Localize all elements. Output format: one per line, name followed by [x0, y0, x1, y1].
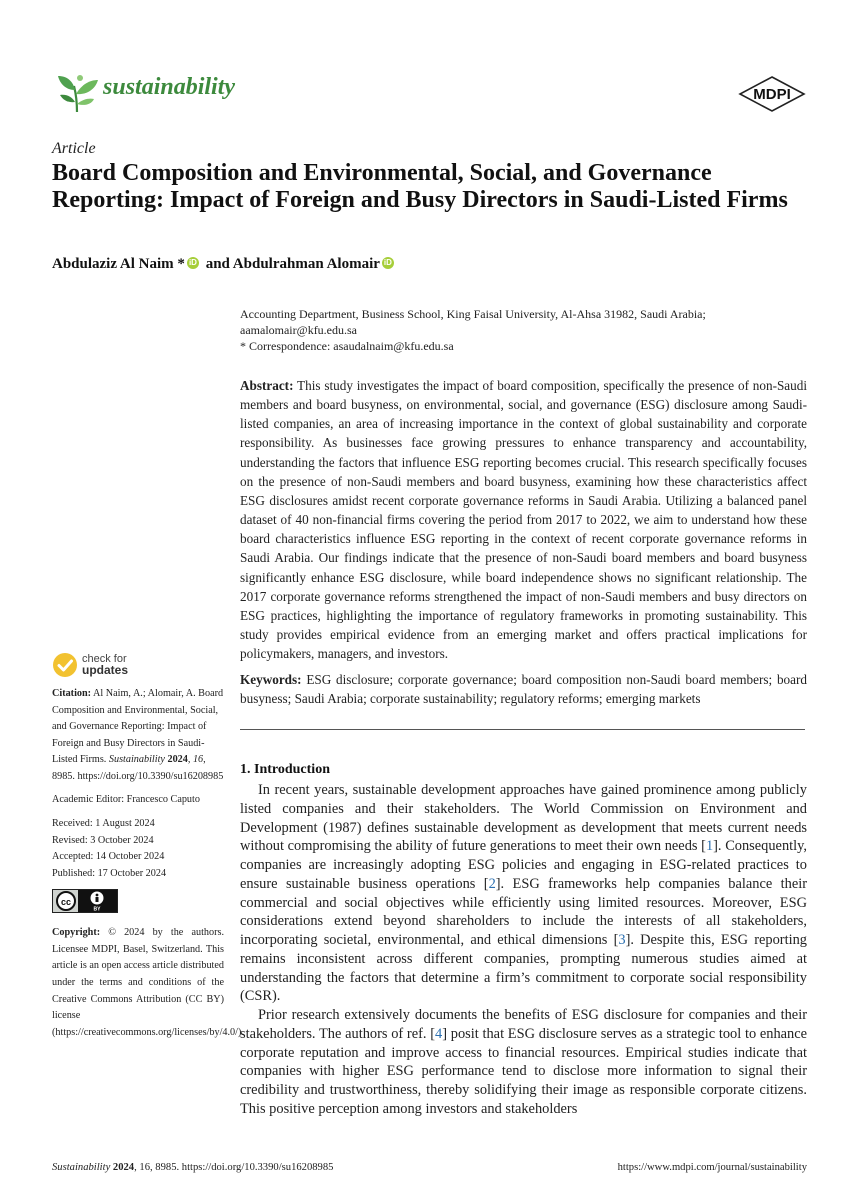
- text-run: ]. Despite this, ESG reporting remains inconsistent across different companies, prompting numerous studies aimed at understanding the factors that determine a firm’s commitment to corporate social responsibility (CSR).: [240, 932, 807, 1005]
- citation-volume: , 16: [187, 754, 204, 766]
- intro-paragraph-1: [240, 781, 807, 1006]
- mdpi-logo-icon: [738, 76, 806, 112]
- publication-dates: [52, 816, 224, 882]
- publisher-name: MDPI: [753, 86, 791, 103]
- svg-text:cc: cc: [60, 896, 72, 907]
- check-for-updates-badge[interactable]: [52, 652, 162, 688]
- introduction-body: [240, 781, 807, 1119]
- check-updates-icon: [52, 652, 78, 678]
- academic-editor: Academic Editor: Francesco Caputo: [52, 793, 200, 805]
- author-1[interactable]: Abdulaziz Al Naim *: [52, 256, 185, 272]
- footer-year: 2024: [110, 1162, 135, 1173]
- text-run: ] posit that ESG disclosure serves as a strategic tool to enhance corporate reputation and improve access to financial resources. Empirical studies indicate that companies with higher ESG performance tend to disclose more information to signal their credibility and trustworthiness, thereby solidifying their image as responsible corporate citizens. This positive perception among investors and stakeholders: [240, 1025, 808, 1117]
- author-list: [52, 256, 397, 273]
- orcid-icon[interactable]: iD: [383, 258, 392, 267]
- section-divider: [240, 729, 805, 730]
- check-line-1: check for: [82, 653, 127, 665]
- keywords: [240, 670, 807, 708]
- abstract-label: Abstract:: [240, 378, 294, 393]
- author-2[interactable]: Abdulrahman Alomair: [232, 256, 380, 272]
- citation-year: 2024: [164, 754, 188, 766]
- sustainability-leaf-logo-icon: [52, 66, 102, 116]
- citation-doi[interactable]: , 8985. https://doi.org/10.3390/su16208985: [52, 754, 224, 782]
- article-type: Article: [52, 140, 96, 157]
- footer-doi[interactable]: , 16, 8985. https://doi.org/10.3390/su16208985: [134, 1162, 334, 1173]
- citation-ref-2[interactable]: 2: [488, 875, 496, 892]
- date-revised: Revised: 3 October 2024: [52, 834, 154, 846]
- footer-journal-url[interactable]: https://www.mdpi.com/journal/sustainability: [617, 1162, 807, 1173]
- cc-by-license-icon[interactable]: [52, 889, 118, 913]
- citation-ref-3[interactable]: 3: [618, 932, 626, 948]
- copyright-label: Copyright:: [52, 927, 101, 939]
- citation-text: Al Naim, A.; Alomair, A. Board Composition and Environmental, Social, and Governance Reporting: Impact of Foreign and Busy Directors in Saudi-Listed Firms.: [52, 688, 224, 766]
- correspondence: * Correspondence: asaudalnaim@kfu.edu.sa: [240, 339, 454, 353]
- abstract-text: This study investigates the impact of board composition, specifically the presence of non-Saudi members and board busyness, on environmental, social, and governance (ESG) disclosure among Saudi-listed companies, an area of increasing importance in the context of global sustainability and corporate responsibility. As businesses face growing pressures to enhance transparency and accountability, understanding the factors that influence ESG reporting becomes crucial. This research specifically focuses on the presence of non-Saudi members and board busyness, examining how these characteristics affect ESG disclosures amidst recent corporate governance reforms in Saudi Arabia. Utilizing a balanced panel dataset of 40 non-financial firms covering the period from 2017 to 2022, we aim to understand how these board characteristics influence ESG reporting in the context of recent corporate governance reforms in Saudi Arabia. Our findings indicate that the presence of non-Saudi board members and board busyness significantly enhance ESG disclosure, while board independence shows no significant relationship. The 2017 corporate governance reforms strengthened the impact of non-Saudi members and busy directors on ESG practices, highlighting the importance of regulatory frameworks in promoting sustainability. This study provides empirical evidence from an emerging market and offers practical implications for policymakers, managers, and investors.: [240, 378, 807, 662]
- citation-ref-4[interactable]: 4: [435, 1025, 443, 1042]
- date-received: Received: 1 August 2024: [52, 818, 155, 830]
- keywords-text: ESG disclosure; corporate governance; board composition non-Saudi board members; board busyness; Saudi Arabia; corporate sustainability; regulatory reforms; emerging markets: [240, 672, 807, 707]
- text-run: Prior research extensively documents the benefits of ESG disclosure for companies and their stakeholders. The authors of ref. [: [240, 1007, 807, 1042]
- svg-text:BY: BY: [93, 906, 101, 913]
- paper-title: Board Composition and Environmental, Social, and Governance Reporting: Impact of Foreign and Busy Directors in Saudi-Listed Firms: [52, 160, 788, 213]
- date-published: Published: 17 October 2024: [52, 867, 167, 879]
- citation-ref-1[interactable]: 1: [705, 838, 714, 855]
- check-updates-text: [82, 654, 128, 676]
- text-run: In recent years, sustainable development approaches have gained prominence among publicly listed companies and their stakeholders. The World Commission on Environment and Development (1987) defines sustainable development as development that meets current needs without compromising the ability of future generations to meet their own needs [: [240, 782, 807, 855]
- footer-journal: Sustainability: [52, 1162, 111, 1173]
- keywords-label: Keywords:: [240, 672, 302, 687]
- affiliation-block: [240, 306, 800, 354]
- author-separator: and: [201, 256, 233, 272]
- citation-label: Citation:: [52, 688, 92, 699]
- copyright-notice: [52, 925, 244, 1041]
- affiliation-email[interactable]: aamalomair@kfu.edu.sa: [240, 323, 358, 337]
- intro-paragraph-2: [240, 1006, 807, 1119]
- text-run: ]. ESG frameworks help companies balance their commercial and social objectives while efficiently using limited resources. Moreover, ESG considerations extend beyond shareholders to include the interests of all stakeholders, incorporating societal, environmental, and ethical dimensions [: [240, 875, 808, 948]
- article-sidebar: [52, 686, 244, 1041]
- footer-citation: [52, 1162, 333, 1173]
- citation-block: [52, 686, 224, 786]
- citation-journal: Sustainability: [108, 754, 165, 766]
- section-heading-introduction: 1. Introduction: [240, 762, 330, 777]
- journal-name: sustainability: [103, 74, 236, 100]
- orcid-icon[interactable]: iD: [188, 258, 197, 267]
- text-run: ]. Consequently, companies are increasingly adopting ESG policies and engaging in ESG-related practices to ensure sustainable business operations [: [240, 838, 807, 892]
- copyright-text: © 2024 by the authors. Licensee MDPI, Basel, Switzerland. This article is an open access article distributed under the terms and conditions of the Creative Commons Attribution (CC BY) license (https://creativecommons.org/licenses/by/4.0/).: [52, 927, 244, 1038]
- check-line-2: updates: [82, 663, 129, 677]
- affiliation-line: Accounting Department, Business School, King Faisal University, Al-Ahsa 31982, Saudi Arabia;: [240, 307, 706, 321]
- abstract: [240, 376, 807, 663]
- date-accepted: Accepted: 14 October 2024: [52, 851, 165, 863]
